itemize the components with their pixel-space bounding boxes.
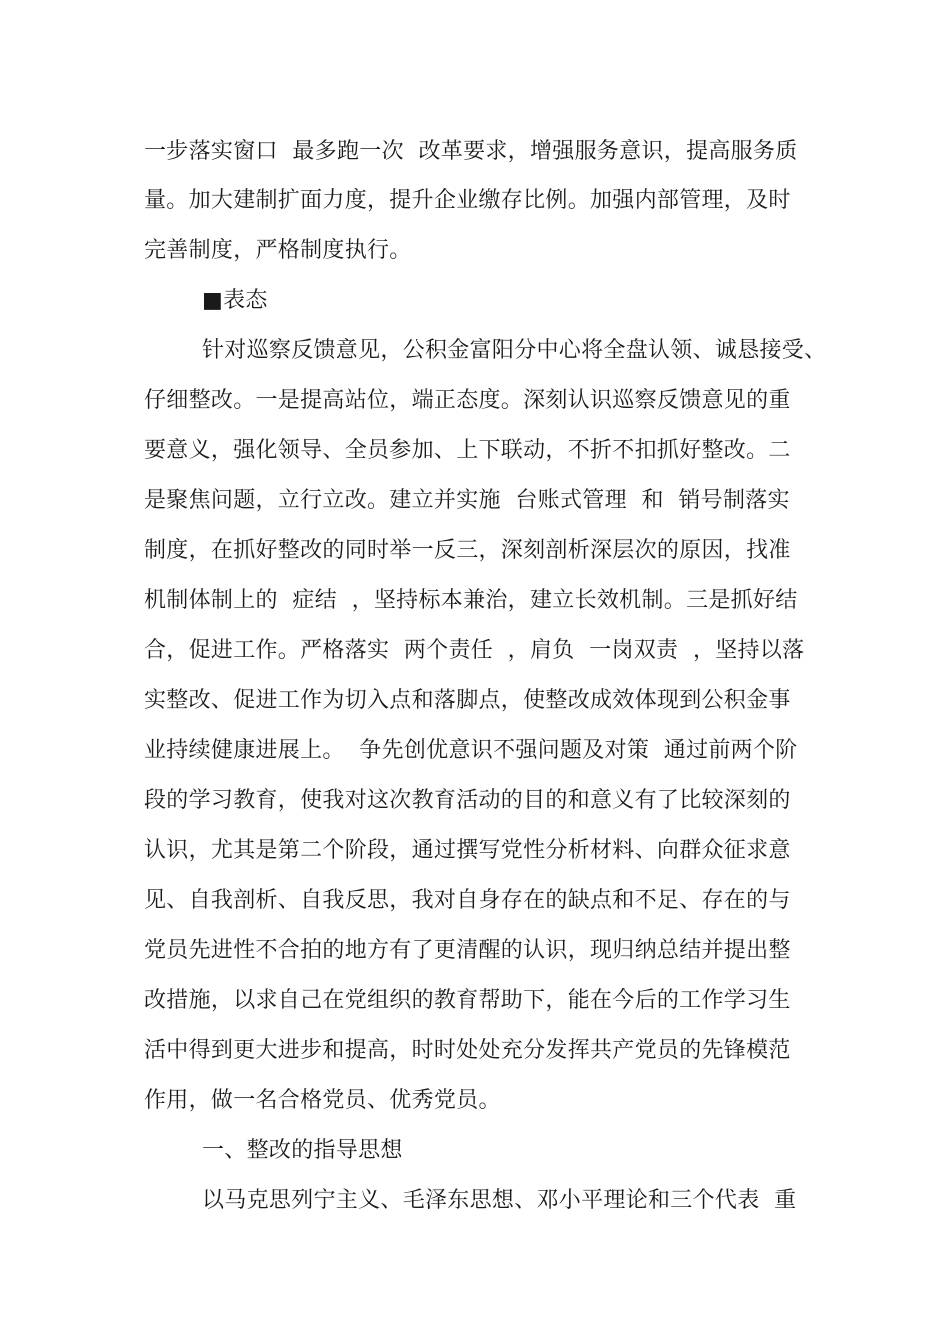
body-text-line: 党员先进性不合拍的地方有了更清醒的认识，现归纳总结并提出整: [144, 938, 791, 963]
body-text-line: 活中得到更大进步和提高，时时处处充分发挥共产党员的先锋模范: [144, 1038, 791, 1063]
body-text-line: 作用，做一名合格党员、优秀党员。: [144, 1088, 501, 1113]
body-text-line: 量。加大建制扩面力度，提升企业缴存比例。加强内部管理，及时: [144, 188, 791, 213]
body-text-line: 以马克思列宁主义、毛泽东思想、邓小平理论和三个代表 重: [202, 1188, 797, 1213]
body-text-line: 业持续健康进展上。 争先创优意识不强问题及对策 通过前两个阶: [144, 738, 798, 763]
body-text-line: 段的学习教育，使我对这次教育活动的目的和意义有了比较深刻的: [144, 788, 791, 813]
section-heading: ■表态: [202, 288, 268, 313]
body-text-line: 完善制度，严格制度执行。: [144, 238, 412, 263]
body-text-line: 认识，尤其是第二个阶段，通过撰写党性分析材料、向群众征求意: [144, 838, 791, 863]
body-text-line: 仔细整改。一是提高站位，端正态度。深刻认识巡察反馈意见的重: [144, 388, 791, 413]
body-text-line: 机制体制上的 症结 ，坚持标本兼治，建立长效机制。三是抓好结: [144, 588, 798, 613]
body-text-line: 制度，在抓好整改的同时举一反三，深刻剖析深层次的原因，找准: [144, 538, 791, 563]
body-text-line: 合，促进工作。严格落实 两个责任 ，肩负 一岗双责 ，坚持以落: [144, 638, 805, 663]
section-heading: 一、整改的指导思想: [202, 1138, 403, 1163]
body-text-line: 要意义，强化领导、全员参加、上下联动，不折不扣抓好整改。二: [144, 438, 791, 463]
body-text-line: 见、自我剖析、自我反思，我对自身存在的缺点和不足、存在的与: [144, 888, 791, 913]
body-text-line: 是聚焦问题，立行立改。建立并实施 台账式管理 和 销号制落实: [144, 488, 790, 513]
body-text-line: 针对巡察反馈意见，公积金富阳分中心将全盘认领、诚恳接受、: [202, 338, 827, 363]
body-text-line: 实整改、促进工作为切入点和落脚点，使整改成效体现到公积金事: [144, 688, 791, 713]
body-text-line: 改措施，以求自己在党组织的教育帮助下，能在今后的工作学习生: [144, 988, 791, 1013]
body-text-line: 一步落实窗口 最多跑一次 改革要求，增强服务意识，提高服务质: [144, 139, 798, 164]
